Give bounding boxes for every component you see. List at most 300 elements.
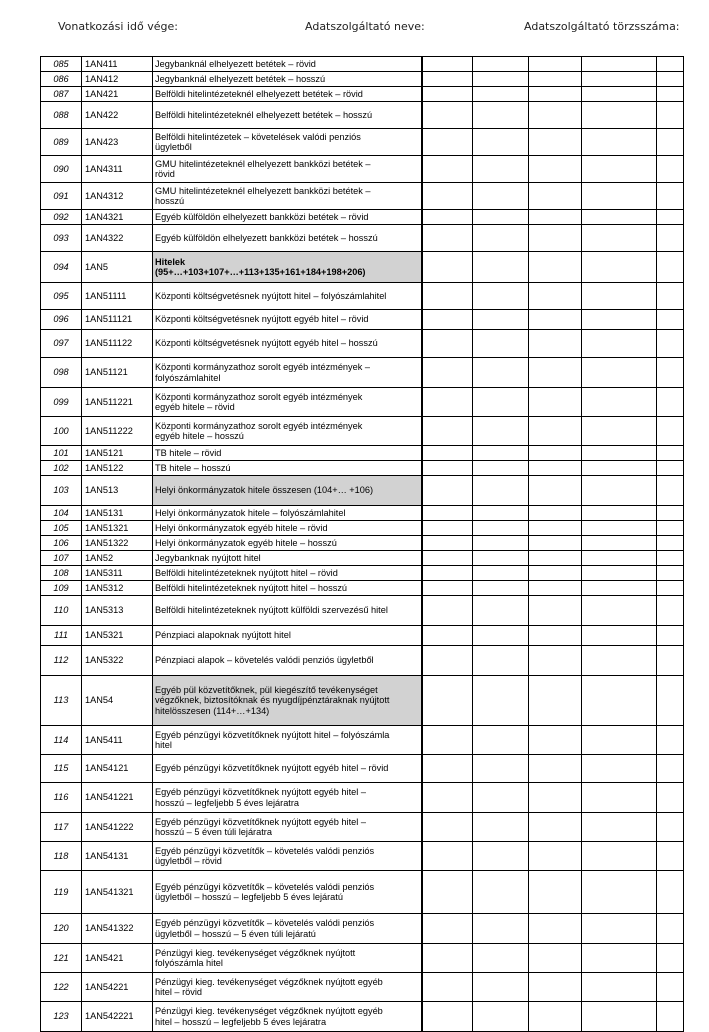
row-number: 085 [41, 57, 82, 72]
value-cell[interactable] [529, 783, 582, 813]
description-line: hitel – hosszú – legfeljebb 5 éves lejáratra [155, 1016, 327, 1027]
value-cell[interactable] [582, 252, 657, 283]
value-cell[interactable] [529, 566, 582, 581]
value-cell[interactable] [473, 87, 529, 102]
value-cell[interactable] [529, 676, 582, 726]
description-line: Egyéb pénzügyi közvetítőknek nyújtott hitel – folyószámla [155, 729, 390, 740]
row-description [153, 57, 422, 72]
value-cell[interactable] [473, 566, 529, 581]
row-description [153, 566, 422, 581]
value-cell[interactable] [582, 225, 657, 252]
value-cell[interactable] [529, 1002, 582, 1032]
value-cell[interactable] [529, 536, 582, 551]
table-row [41, 551, 684, 566]
value-cell[interactable] [657, 506, 684, 521]
row-description [153, 506, 422, 521]
value-cell[interactable] [582, 521, 657, 536]
table-row [41, 506, 684, 521]
value-cell[interactable] [657, 646, 684, 676]
table-row [41, 72, 684, 87]
value-cell[interactable] [422, 210, 473, 225]
value-cell[interactable] [582, 973, 657, 1002]
value-cell[interactable] [657, 581, 684, 596]
table-row [41, 252, 684, 283]
value-cell[interactable] [529, 646, 582, 676]
row-code: 1AN421 [82, 87, 153, 102]
description-line: hosszú [155, 196, 185, 206]
value-cell[interactable] [582, 183, 657, 210]
description-line: Egyéb külföldön elhelyezett bankközi betétek – hosszú [155, 232, 378, 243]
value-cell[interactable] [422, 914, 473, 944]
value-cell[interactable] [473, 225, 529, 252]
value-cell[interactable] [473, 521, 529, 536]
table-row [41, 461, 684, 476]
description-line: TB hitele – rövid [155, 447, 222, 458]
row-number: 094 [41, 252, 82, 283]
value-cell[interactable] [473, 252, 529, 283]
value-cell[interactable] [473, 973, 529, 1002]
value-cell[interactable] [473, 129, 529, 156]
row-description [153, 283, 422, 310]
row-code: 1AN5131 [82, 506, 153, 521]
value-cell[interactable] [582, 417, 657, 446]
value-cell[interactable] [422, 521, 473, 536]
row-description [153, 755, 422, 783]
row-description [153, 813, 422, 842]
value-cell[interactable] [657, 842, 684, 871]
value-cell[interactable] [529, 476, 582, 506]
value-cell[interactable] [657, 252, 684, 283]
value-cell[interactable] [473, 156, 529, 183]
table-row [41, 973, 684, 1002]
value-cell[interactable] [529, 446, 582, 461]
value-cell[interactable] [422, 755, 473, 783]
value-cell[interactable] [582, 626, 657, 646]
value-cell[interactable] [657, 783, 684, 813]
value-cell[interactable] [473, 626, 529, 646]
value-cell[interactable] [422, 476, 473, 506]
row-description [153, 252, 422, 283]
value-cell[interactable] [582, 506, 657, 521]
value-cell[interactable] [582, 446, 657, 461]
value-cell[interactable] [529, 506, 582, 521]
description-line: Helyi önkormányzatok hitele összesen (104+… +106) [155, 485, 374, 496]
table-row [41, 225, 684, 252]
value-cell[interactable] [422, 646, 473, 676]
value-cell[interactable] [582, 813, 657, 842]
value-cell[interactable] [529, 813, 582, 842]
description-line: Belföldi hitelintézeteknél elhelyezett betétek – rövid [155, 88, 363, 99]
value-cell[interactable] [657, 283, 684, 310]
value-cell[interactable] [422, 596, 473, 626]
value-cell[interactable] [422, 225, 473, 252]
description-line: egyéb hitele – hosszú [155, 431, 244, 441]
row-code: 1AN5121 [82, 446, 153, 461]
description-line: ügyletből – hosszú – legfeljebb 5 éves lejáratú [155, 892, 343, 902]
value-cell[interactable] [582, 783, 657, 813]
value-cell[interactable] [657, 183, 684, 210]
description-line: rövid [155, 169, 175, 179]
value-cell[interactable] [422, 813, 473, 842]
value-cell[interactable] [422, 676, 473, 726]
value-cell[interactable] [529, 626, 582, 646]
value-cell[interactable] [473, 72, 529, 87]
description-line: Pénzpiaci alapok – követelés valódi penziós ügyletből [155, 655, 374, 666]
value-cell[interactable] [422, 626, 473, 646]
value-cell[interactable] [582, 842, 657, 871]
value-cell[interactable] [529, 225, 582, 252]
value-cell[interactable] [582, 388, 657, 417]
row-description [153, 417, 422, 446]
value-cell[interactable] [473, 102, 529, 129]
value-cell[interactable] [657, 156, 684, 183]
value-cell[interactable] [529, 871, 582, 914]
value-cell[interactable] [473, 330, 529, 358]
value-cell[interactable] [657, 446, 684, 461]
value-cell[interactable] [582, 210, 657, 225]
description-line: végzőknek, biztosítóknak és nyugdíjpénztáraknak nyújtott [155, 695, 390, 706]
value-cell[interactable] [529, 551, 582, 566]
value-cell[interactable] [582, 755, 657, 783]
value-cell[interactable] [473, 646, 529, 676]
description-line: hitel – rövid [155, 987, 202, 997]
table-row [41, 842, 684, 871]
value-cell[interactable] [473, 551, 529, 566]
description-line: folyószámlahitel [155, 372, 221, 383]
description-line: Központi kormányzathoz sorolt egyéb intézmények [155, 420, 363, 431]
value-cell[interactable] [473, 842, 529, 871]
row-code: 1AN411 [82, 57, 153, 72]
value-cell[interactable] [422, 358, 473, 388]
value-cell[interactable] [582, 129, 657, 156]
row-code: 1AN511121 [82, 310, 153, 330]
row-number: 111 [41, 626, 82, 646]
value-cell[interactable] [529, 944, 582, 973]
row-description [153, 551, 422, 566]
value-cell[interactable] [582, 536, 657, 551]
value-cell[interactable] [657, 72, 684, 87]
period-end-label: Vonatkozási idő vége: [58, 20, 178, 33]
value-cell[interactable] [473, 813, 529, 842]
value-cell[interactable] [657, 87, 684, 102]
value-cell[interactable] [473, 596, 529, 626]
value-cell[interactable] [529, 87, 582, 102]
value-cell[interactable] [422, 783, 473, 813]
value-cell[interactable] [473, 310, 529, 330]
table-row [41, 521, 684, 536]
value-cell[interactable] [529, 252, 582, 283]
description-line: Egyéb pénzügyi közvetítők – követelés valódi penziós [155, 918, 375, 928]
value-cell[interactable] [529, 388, 582, 417]
row-number: 122 [41, 973, 82, 1002]
value-cell[interactable] [473, 536, 529, 551]
value-cell[interactable] [529, 330, 582, 358]
provider-name-label: Adatszolgáltató neve: [305, 20, 425, 33]
table-row [41, 596, 684, 626]
table-row [41, 310, 684, 330]
row-number: 108 [41, 566, 82, 581]
row-description [153, 102, 422, 129]
value-cell[interactable] [582, 156, 657, 183]
value-cell[interactable] [657, 566, 684, 581]
row-number: 116 [41, 783, 82, 813]
row-code: 1AN541321 [82, 871, 153, 914]
value-cell[interactable] [657, 626, 684, 646]
value-cell[interactable] [529, 521, 582, 536]
value-cell[interactable] [473, 461, 529, 476]
value-cell[interactable] [657, 536, 684, 551]
value-cell[interactable] [657, 102, 684, 129]
value-cell[interactable] [529, 310, 582, 330]
row-code: 1AN5411 [82, 726, 153, 755]
value-cell[interactable] [473, 726, 529, 755]
value-cell[interactable] [422, 842, 473, 871]
row-code: 1AN54131 [82, 842, 153, 871]
value-cell[interactable] [529, 210, 582, 225]
value-cell[interactable] [657, 129, 684, 156]
value-cell[interactable] [422, 417, 473, 446]
value-cell[interactable] [422, 536, 473, 551]
value-cell[interactable] [422, 129, 473, 156]
value-cell[interactable] [422, 87, 473, 102]
value-cell[interactable] [529, 358, 582, 388]
row-code: 1AN412 [82, 72, 153, 87]
table-row [41, 388, 684, 417]
value-cell[interactable] [657, 358, 684, 388]
description-line: Központi kormányzathoz sorolt egyéb intézmények [155, 391, 363, 402]
value-cell[interactable] [473, 417, 529, 446]
value-cell[interactable] [582, 358, 657, 388]
value-cell[interactable] [422, 252, 473, 283]
description-line: ügyletből – rövid [155, 856, 222, 866]
value-cell[interactable] [473, 57, 529, 72]
value-cell[interactable] [582, 871, 657, 914]
value-cell[interactable] [473, 283, 529, 310]
row-code: 1AN513 [82, 476, 153, 506]
data-table [40, 56, 684, 1032]
value-cell[interactable] [529, 102, 582, 129]
value-cell[interactable] [473, 944, 529, 973]
value-cell[interactable] [657, 461, 684, 476]
value-cell[interactable] [657, 813, 684, 842]
value-cell[interactable] [657, 755, 684, 783]
value-cell[interactable] [582, 310, 657, 330]
description-line: Belföldi hitelintézeteknek nyújtott külföldi szervezésű hitel [155, 605, 388, 616]
value-cell[interactable] [422, 156, 473, 183]
value-cell[interactable] [529, 129, 582, 156]
value-cell[interactable] [657, 944, 684, 973]
value-cell[interactable] [529, 57, 582, 72]
value-cell[interactable] [582, 72, 657, 87]
value-cell[interactable] [422, 461, 473, 476]
value-cell[interactable] [582, 461, 657, 476]
value-cell[interactable] [422, 57, 473, 72]
value-cell[interactable] [657, 417, 684, 446]
value-cell[interactable] [529, 726, 582, 755]
row-description [153, 1002, 422, 1032]
value-cell[interactable] [473, 914, 529, 944]
table-row [41, 57, 684, 72]
description-line: hosszú – 5 éven túli lejáratra [155, 827, 272, 837]
row-number: 109 [41, 581, 82, 596]
value-cell[interactable] [657, 871, 684, 914]
value-cell[interactable] [529, 581, 582, 596]
value-cell[interactable] [657, 551, 684, 566]
value-cell[interactable] [657, 914, 684, 944]
row-number: 114 [41, 726, 82, 755]
description-line: Belföldi hitelintézeteknek nyújtott hitel – rövid [155, 567, 338, 578]
row-number: 106 [41, 536, 82, 551]
value-cell[interactable] [529, 283, 582, 310]
description-line: Pénzügyi kieg. tevékenységet végzőknek nyújtott egyéb [155, 1006, 383, 1016]
value-cell[interactable] [422, 102, 473, 129]
value-cell[interactable] [473, 755, 529, 783]
value-cell[interactable] [529, 72, 582, 87]
value-cell[interactable] [582, 102, 657, 129]
value-cell[interactable] [657, 726, 684, 755]
row-code: 1AN51321 [82, 521, 153, 536]
table-row [41, 283, 684, 310]
value-cell[interactable] [473, 210, 529, 225]
value-cell[interactable] [422, 944, 473, 973]
row-number: 102 [41, 461, 82, 476]
row-code: 1AN4311 [82, 156, 153, 183]
value-cell[interactable] [529, 842, 582, 871]
description-line: Belföldi hitelintézetek – követelések valódi penziós [155, 131, 361, 142]
value-cell[interactable] [473, 783, 529, 813]
value-cell[interactable] [473, 446, 529, 461]
table-row [41, 581, 684, 596]
value-cell[interactable] [422, 506, 473, 521]
value-cell[interactable] [657, 310, 684, 330]
value-cell[interactable] [582, 676, 657, 726]
value-cell[interactable] [422, 446, 473, 461]
row-number: 115 [41, 755, 82, 783]
value-cell[interactable] [422, 183, 473, 210]
value-cell[interactable] [473, 1002, 529, 1032]
value-cell[interactable] [582, 944, 657, 973]
value-cell[interactable] [473, 183, 529, 210]
row-description [153, 521, 422, 536]
value-cell[interactable] [422, 871, 473, 914]
value-cell[interactable] [657, 388, 684, 417]
value-cell[interactable] [582, 581, 657, 596]
description-line: Egyéb pénzügyi közvetítőknek nyújtott egyéb hitel – [155, 816, 366, 827]
table-row [41, 330, 684, 358]
row-number: 117 [41, 813, 82, 842]
description-line: Központi költségvetésnek nyújtott egyéb hitel – rövid [155, 314, 369, 325]
value-cell[interactable] [657, 210, 684, 225]
table-row [41, 871, 684, 914]
row-code: 1AN5312 [82, 581, 153, 596]
value-cell[interactable] [473, 476, 529, 506]
description-line: Jegybanknak nyújtott hitel [155, 552, 261, 563]
value-cell[interactable] [657, 596, 684, 626]
value-cell[interactable] [657, 225, 684, 252]
value-cell[interactable] [582, 914, 657, 944]
value-cell[interactable] [582, 726, 657, 755]
value-cell[interactable] [529, 417, 582, 446]
table-row [41, 417, 684, 446]
value-cell[interactable] [473, 871, 529, 914]
value-cell[interactable] [529, 156, 582, 183]
value-cell[interactable] [529, 461, 582, 476]
row-code: 1AN51111 [82, 283, 153, 310]
table-row [41, 358, 684, 388]
row-code: 1AN4312 [82, 183, 153, 210]
value-cell[interactable] [473, 506, 529, 521]
value-cell[interactable] [582, 283, 657, 310]
row-number: 096 [41, 310, 82, 330]
description-line: Belföldi hitelintézeteknek nyújtott hitel – hosszú [155, 582, 348, 593]
value-cell[interactable] [422, 726, 473, 755]
value-cell[interactable] [582, 476, 657, 506]
value-cell[interactable] [657, 57, 684, 72]
value-cell[interactable] [582, 87, 657, 102]
row-description [153, 156, 422, 183]
row-number: 090 [41, 156, 82, 183]
row-description [153, 446, 422, 461]
value-cell[interactable] [529, 755, 582, 783]
value-cell[interactable] [422, 566, 473, 581]
value-cell[interactable] [529, 973, 582, 1002]
value-cell[interactable] [473, 358, 529, 388]
value-cell[interactable] [473, 676, 529, 726]
value-cell[interactable] [657, 521, 684, 536]
value-cell[interactable] [582, 596, 657, 626]
value-cell[interactable] [582, 566, 657, 581]
value-cell[interactable] [422, 330, 473, 358]
value-cell[interactable] [657, 973, 684, 1002]
value-cell[interactable] [657, 476, 684, 506]
value-cell[interactable] [582, 1002, 657, 1032]
value-cell[interactable] [582, 646, 657, 676]
row-number: 104 [41, 506, 82, 521]
table-row [41, 676, 684, 726]
description-line: Jegybanknál elhelyezett betétek – hosszú [155, 73, 326, 84]
row-number: 123 [41, 1002, 82, 1032]
value-cell[interactable] [422, 551, 473, 566]
value-cell[interactable] [473, 581, 529, 596]
value-cell[interactable] [582, 551, 657, 566]
value-cell[interactable] [422, 388, 473, 417]
value-cell[interactable] [582, 330, 657, 358]
row-number: 119 [41, 871, 82, 914]
row-number: 110 [41, 596, 82, 626]
value-cell[interactable] [473, 388, 529, 417]
description-line: Egyéb pénzügyi közvetítőknek nyújtott egyéb hitel – rövid [155, 763, 389, 774]
row-code: 1AN5321 [82, 626, 153, 646]
value-cell[interactable] [657, 1002, 684, 1032]
value-cell[interactable] [422, 283, 473, 310]
row-number: 113 [41, 676, 82, 726]
value-cell[interactable] [422, 72, 473, 87]
value-cell[interactable] [582, 57, 657, 72]
value-cell[interactable] [529, 596, 582, 626]
description-line: ügyletből – hosszú – 5 éven túli lejáratú [155, 928, 316, 939]
value-cell[interactable] [657, 330, 684, 358]
row-description [153, 726, 422, 755]
value-cell[interactable] [657, 676, 684, 726]
value-cell[interactable] [529, 183, 582, 210]
value-cell[interactable] [422, 973, 473, 1002]
value-cell[interactable] [422, 581, 473, 596]
table-row [41, 102, 684, 129]
value-cell[interactable] [529, 914, 582, 944]
row-code: 1AN511122 [82, 330, 153, 358]
value-cell[interactable] [422, 1002, 473, 1032]
value-cell[interactable] [422, 310, 473, 330]
